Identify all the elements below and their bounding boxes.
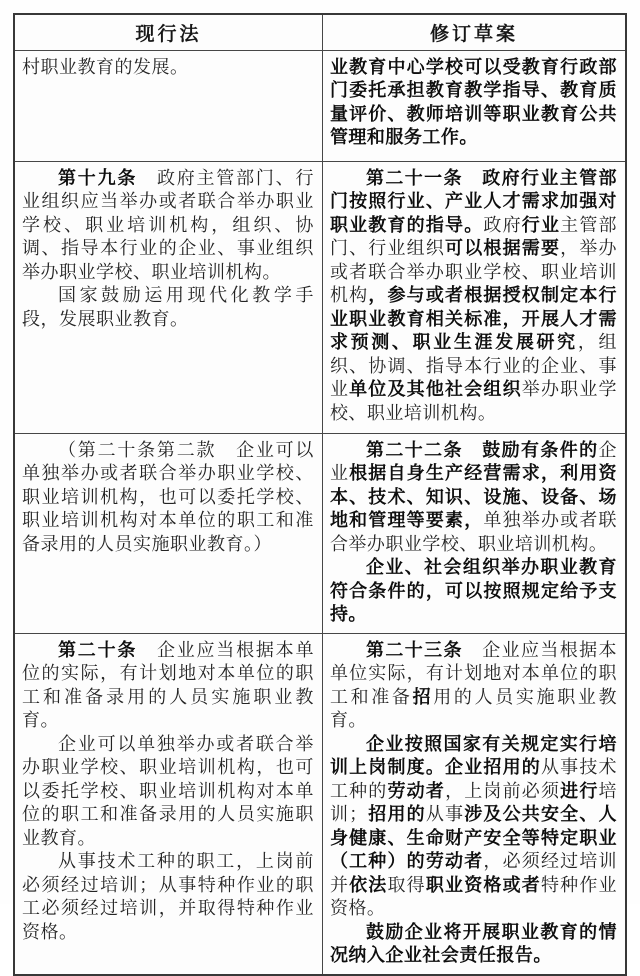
cell-current-law-row-1 <box>14 50 322 161</box>
header-row <box>14 14 626 50</box>
revised-text-segment: 企业、社会组织举办职业教育符合条件的，可以按照规定给予支持。 <box>329 557 617 625</box>
revised-text-segment: 招用的 <box>367 804 426 825</box>
text-segment: （第二十条第二款 企业可以单独举办或者联合举办职业学校、职业培训机构，也可以委托学校、职业培训机构对本单位的职工和准备录用的人员实施职业教育。） <box>22 439 314 554</box>
table-row-4 <box>14 633 626 975</box>
revised-text-segment: 第二十一条 政府行业主管部门按照行业、产业人才需求加强对职业教育的指导。 <box>329 167 617 236</box>
table-row-1 <box>14 50 626 161</box>
cell-current-law-row-4 <box>14 633 322 975</box>
revised-text-segment: 单位及其他社会组织 <box>349 379 522 400</box>
text-segment: 国家鼓励运用现代化教学手段，发展职业教育。 <box>22 285 314 329</box>
paragraph <box>330 439 617 557</box>
paragraph <box>330 56 617 150</box>
revised-text-segment: 进行 <box>560 780 599 802</box>
paragraph <box>330 921 617 968</box>
paragraph <box>22 850 314 944</box>
paragraph <box>330 639 617 733</box>
text-segment: 政府 <box>483 214 522 235</box>
cell-revision-draft-row-1 <box>322 50 626 161</box>
revised-text-segment: 第二十三条 <box>365 639 463 661</box>
revised-text-segment: 第十九条 <box>58 167 138 189</box>
revised-text-segment: 涉及公共安全、人身健康、生命财产安全等特定职业（工种）的劳动者 <box>329 804 618 872</box>
text-segment: 特种作业资格。 <box>329 874 618 918</box>
table-row-3 <box>14 433 626 633</box>
paragraph <box>22 439 314 557</box>
text-segment: 取得 <box>387 874 426 895</box>
text-segment: 单独举办或者联合举办职业学校、职业培训机构。 <box>329 510 618 554</box>
revised-text-segment: 行业 <box>521 214 561 236</box>
table-body <box>14 50 626 975</box>
revised-text-segment: 根据自身生产经营需求，利用资本、技术、知识、设施、设备、场地和管理等要素， <box>329 463 618 531</box>
text-segment: 村职业教育的发展。 <box>22 56 189 77</box>
text-segment: ，组织、协调、指导本行业的企业、事业 <box>329 332 618 399</box>
cell-current-law-row-2 <box>14 161 322 433</box>
text-segment: 企业应当根据本单位实际，有计划地对本单位的职工和准备 <box>329 639 618 707</box>
paragraph <box>22 56 314 80</box>
paragraph <box>330 167 617 426</box>
text-segment: 企业应当根据本单位的实际，有计划地对本单位的职工和准备录用的人员实施职业教育。 <box>22 639 314 730</box>
revised-text-segment: 依法 <box>349 874 388 896</box>
text-segment: ，举办或者联合举办职业学校、职业培训机构 <box>329 238 618 305</box>
cell-revision-draft-row-4 <box>322 633 626 975</box>
column-header-revision-draft: 修订草案 <box>322 14 626 50</box>
cell-current-law-row-3 <box>14 433 322 633</box>
table-row-2 <box>14 161 626 433</box>
cell-revision-draft-row-3 <box>322 433 626 633</box>
revised-text-segment: 企业按照国家有关规定实行培训上岗制度。企业招用的 <box>329 733 617 778</box>
text-segment: 企业可以单独举办或者联合举办职业学校、职业培训机构，也可以委托学校、职业培训机构对本单位的职工和准备录用的人员实施职业教育。 <box>22 733 314 848</box>
table-header <box>14 14 626 50</box>
revised-text-segment: 劳动者 <box>387 780 446 802</box>
text-segment: 企业 <box>329 439 617 483</box>
revised-text-segment: 招 <box>412 686 434 708</box>
text-segment: 从事技术工种的 <box>329 757 618 801</box>
text-segment: ，必须经过培训并 <box>329 851 618 895</box>
revised-text-segment: 业教育中心学校可以受教育行政部门委托承担教育教学指导、教育质量评价、教师培训等职业教育公共管理和服务工作。 <box>329 56 617 148</box>
revised-text-segment: 职业资格或者 <box>425 874 541 896</box>
revised-text-segment: 第二十条 <box>58 639 138 661</box>
paragraph <box>330 733 617 921</box>
revised-text-segment: 第二十二条 鼓励有条件的 <box>365 439 599 461</box>
paragraph <box>22 639 314 733</box>
text-segment: 举办职业学校、职业培训机构。 <box>329 379 618 423</box>
text-segment: ，上岗前必须 <box>445 780 561 801</box>
text-segment: 从事 <box>425 804 465 824</box>
text-segment: 从事技术工种的职工，上岗前必须经过培训；从事特种作业的职工必须经过培训，并取得特种作业资格。 <box>22 851 314 942</box>
text-segment: 主管部门、行业组织 <box>329 214 618 258</box>
text-segment: 用的人员实施职业教育。 <box>329 686 618 730</box>
paragraph <box>22 167 314 285</box>
revised-text-segment: ，参与或者根据授权制定本行业职业教育相关标准，开展人才需求预测、职业生涯发展研究 <box>329 285 618 353</box>
revised-text-segment: 鼓励企业将开展职业教育的情况纳入企业社会责任报告。 <box>329 921 617 966</box>
text-segment: 培训； <box>329 780 618 824</box>
paragraph <box>22 733 314 851</box>
revised-text-segment: 可以根据需要 <box>445 238 561 259</box>
paragraph <box>330 556 617 627</box>
column-header-current-law: 现行法 <box>14 14 322 50</box>
law-comparison-table <box>13 13 627 976</box>
cell-revision-draft-row-2 <box>322 161 626 433</box>
paragraph <box>22 284 314 331</box>
text-segment: 政府主管部门、行业组织应当举办或者联合举办职业学校、职业培训机构，组织、协调、指导本行业的企业、事业组织举办职业学校、职业培训机构。 <box>22 167 314 282</box>
